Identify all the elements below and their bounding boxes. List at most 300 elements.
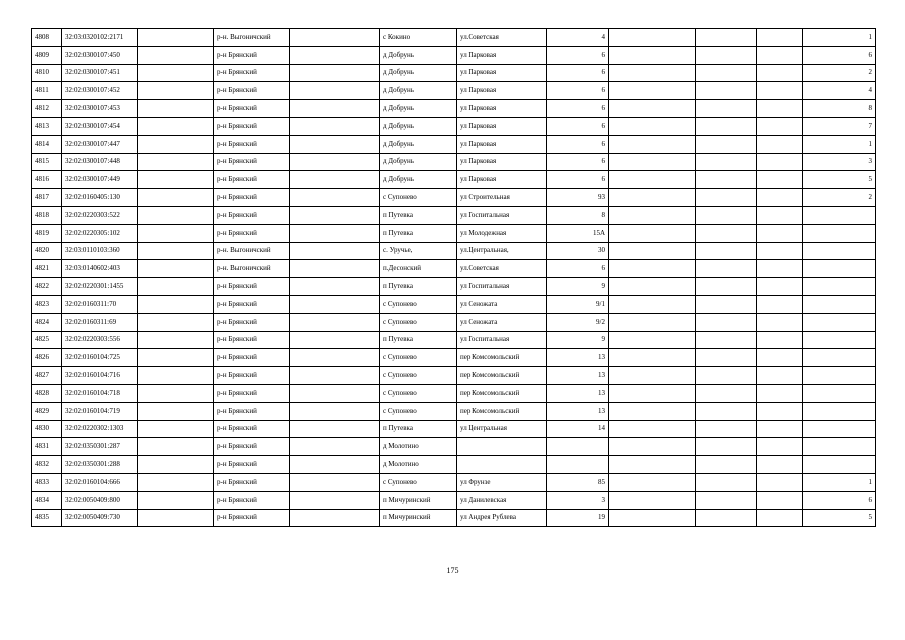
row-number-cell: 4821 (32, 260, 62, 278)
empty-cell (609, 100, 696, 118)
street-cell: ул Парковая (457, 100, 547, 118)
count-cell (803, 402, 876, 420)
empty-cell (609, 278, 696, 296)
locality-cell: с. Уручье, (380, 242, 457, 260)
empty-cell (138, 438, 214, 456)
house-number-cell: 4 (547, 29, 609, 47)
district-cell: р-н Брянский (214, 117, 290, 135)
district-cell: р-н Брянский (214, 313, 290, 331)
empty-cell (138, 242, 214, 260)
locality-cell: п.Десонский (380, 260, 457, 278)
empty-cell (757, 278, 803, 296)
house-number-cell: 6 (547, 260, 609, 278)
count-cell (803, 260, 876, 278)
empty-cell (290, 100, 380, 118)
house-number-cell: 13 (547, 367, 609, 385)
table-row (32, 206, 876, 224)
count-cell: 1 (803, 135, 876, 153)
count-cell: 5 (803, 171, 876, 189)
empty-cell (609, 456, 696, 474)
district-cell: р-н. Выгоничский (214, 242, 290, 260)
district-cell: р-н Брянский (214, 100, 290, 118)
locality-cell: п Мичуринский (380, 509, 457, 527)
empty-cell (696, 331, 757, 349)
locality-cell: д Добрунь (380, 171, 457, 189)
empty-cell (290, 260, 380, 278)
row-number-cell: 4834 (32, 491, 62, 509)
cadastral-number-cell: 32:02:0300107:447 (62, 135, 138, 153)
locality-cell: с Кокино (380, 29, 457, 47)
empty-cell (757, 224, 803, 242)
empty-cell (609, 64, 696, 82)
table-row (32, 171, 876, 189)
cadastral-number-cell: 32:02:0160104:725 (62, 349, 138, 367)
street-cell: ул Сеножата (457, 295, 547, 313)
house-number-cell: 9/1 (547, 295, 609, 313)
cadastral-number-cell: 32:02:0160104:666 (62, 473, 138, 491)
empty-cell (290, 171, 380, 189)
empty-cell (138, 100, 214, 118)
empty-cell (290, 349, 380, 367)
row-number-cell: 4814 (32, 135, 62, 153)
empty-cell (609, 313, 696, 331)
table-row (32, 438, 876, 456)
district-cell: р-н Брянский (214, 278, 290, 296)
count-cell (803, 224, 876, 242)
empty-cell (609, 224, 696, 242)
street-cell: пер Комсомольский (457, 349, 547, 367)
cadastral-number-cell: 32:02:0220302:1303 (62, 420, 138, 438)
cadastral-number-cell: 32:02:0160405:130 (62, 189, 138, 207)
locality-cell: с Супонево (380, 349, 457, 367)
empty-cell (609, 135, 696, 153)
empty-cell (609, 438, 696, 456)
count-cell (803, 384, 876, 402)
empty-cell (609, 206, 696, 224)
empty-cell (138, 278, 214, 296)
empty-cell (290, 438, 380, 456)
empty-cell (757, 438, 803, 456)
district-cell: р-н Брянский (214, 64, 290, 82)
empty-cell (696, 402, 757, 420)
empty-cell (757, 473, 803, 491)
empty-cell (696, 420, 757, 438)
empty-cell (757, 135, 803, 153)
empty-cell (757, 384, 803, 402)
street-cell: пер Комсомольский (457, 384, 547, 402)
empty-cell (138, 420, 214, 438)
empty-cell (609, 29, 696, 47)
empty-cell (290, 206, 380, 224)
district-cell: р-н Брянский (214, 82, 290, 100)
empty-cell (609, 46, 696, 64)
empty-cell (696, 135, 757, 153)
count-cell (803, 456, 876, 474)
empty-cell (290, 278, 380, 296)
empty-cell (609, 420, 696, 438)
table-row (32, 331, 876, 349)
empty-cell (138, 117, 214, 135)
cadastral-number-cell: 32:02:0300107:453 (62, 100, 138, 118)
cadastral-number-cell: 32:02:0350301:288 (62, 456, 138, 474)
count-cell (803, 331, 876, 349)
empty-cell (138, 153, 214, 171)
table-row (32, 64, 876, 82)
row-number-cell: 4812 (32, 100, 62, 118)
district-cell: р-н Брянский (214, 331, 290, 349)
row-number-cell: 4820 (32, 242, 62, 260)
empty-cell (609, 189, 696, 207)
table-row (32, 313, 876, 331)
row-number-cell: 4808 (32, 29, 62, 47)
empty-cell (290, 189, 380, 207)
house-number-cell (547, 438, 609, 456)
district-cell: р-н Брянский (214, 295, 290, 313)
house-number-cell: 6 (547, 117, 609, 135)
row-number-cell: 4822 (32, 278, 62, 296)
house-number-cell: 13 (547, 349, 609, 367)
street-cell: ул Парковая (457, 135, 547, 153)
table-row (32, 153, 876, 171)
count-cell: 3 (803, 153, 876, 171)
house-number-cell: 3 (547, 491, 609, 509)
table-row (32, 29, 876, 47)
empty-cell (696, 171, 757, 189)
empty-cell (290, 46, 380, 64)
district-cell: р-н Брянский (214, 420, 290, 438)
cadastral-number-cell: 32:02:0220303:522 (62, 206, 138, 224)
street-cell: ул Парковая (457, 153, 547, 171)
cadastral-number-cell: 32:02:0350301:287 (62, 438, 138, 456)
row-number-cell: 4833 (32, 473, 62, 491)
locality-cell: д Молотино (380, 456, 457, 474)
house-number-cell: 30 (547, 242, 609, 260)
empty-cell (138, 260, 214, 278)
cadastral-number-cell: 32:02:0300107:450 (62, 46, 138, 64)
cadastral-number-cell: 32:02:0300107:448 (62, 153, 138, 171)
row-number-cell: 4831 (32, 438, 62, 456)
count-cell: 6 (803, 46, 876, 64)
row-number-cell: 4819 (32, 224, 62, 242)
row-number-cell: 4829 (32, 402, 62, 420)
table-row (32, 242, 876, 260)
street-cell: ул.Центральная, (457, 242, 547, 260)
table-row (32, 100, 876, 118)
empty-cell (696, 438, 757, 456)
empty-cell (609, 384, 696, 402)
locality-cell: с Супонево (380, 402, 457, 420)
row-number-cell: 4826 (32, 349, 62, 367)
empty-cell (138, 189, 214, 207)
table-row (32, 224, 876, 242)
empty-cell (609, 295, 696, 313)
empty-cell (696, 82, 757, 100)
empty-cell (757, 29, 803, 47)
house-number-cell (547, 456, 609, 474)
empty-cell (609, 402, 696, 420)
empty-cell (138, 331, 214, 349)
table-row (32, 420, 876, 438)
count-cell (803, 206, 876, 224)
street-cell: ул Госпитальная (457, 278, 547, 296)
cadastral-number-cell: 32:02:0160311:70 (62, 295, 138, 313)
empty-cell (757, 456, 803, 474)
empty-cell (757, 402, 803, 420)
empty-cell (138, 456, 214, 474)
empty-cell (138, 171, 214, 189)
empty-cell (290, 135, 380, 153)
row-number-cell: 4830 (32, 420, 62, 438)
locality-cell: п Путевка (380, 278, 457, 296)
empty-cell (696, 456, 757, 474)
locality-cell: с Супонево (380, 189, 457, 207)
count-cell (803, 242, 876, 260)
empty-cell (696, 295, 757, 313)
empty-cell (696, 46, 757, 64)
street-cell: ул Строительная (457, 189, 547, 207)
table-row (32, 189, 876, 207)
empty-cell (290, 420, 380, 438)
house-number-cell: 13 (547, 402, 609, 420)
empty-cell (696, 153, 757, 171)
cadastral-number-cell: 32:02:0220301:1455 (62, 278, 138, 296)
empty-cell (757, 420, 803, 438)
cadastral-number-cell: 32:02:0160311:69 (62, 313, 138, 331)
district-cell: р-н Брянский (214, 206, 290, 224)
empty-cell (290, 82, 380, 100)
empty-cell (696, 100, 757, 118)
district-cell: р-н Брянский (214, 349, 290, 367)
table-row (32, 117, 876, 135)
district-cell: р-н Брянский (214, 367, 290, 385)
empty-cell (696, 367, 757, 385)
empty-cell (138, 349, 214, 367)
house-number-cell: 13 (547, 384, 609, 402)
locality-cell: с Супонево (380, 313, 457, 331)
house-number-cell: 19 (547, 509, 609, 527)
count-cell: 1 (803, 29, 876, 47)
count-cell: 2 (803, 189, 876, 207)
locality-cell: д Добрунь (380, 82, 457, 100)
empty-cell (757, 349, 803, 367)
empty-cell (757, 295, 803, 313)
row-number-cell: 4811 (32, 82, 62, 100)
empty-cell (757, 313, 803, 331)
house-number-cell: 6 (547, 153, 609, 171)
empty-cell (696, 384, 757, 402)
empty-cell (138, 135, 214, 153)
house-number-cell: 93 (547, 189, 609, 207)
empty-cell (609, 242, 696, 260)
empty-cell (290, 224, 380, 242)
table-row (32, 402, 876, 420)
locality-cell: с Супонево (380, 473, 457, 491)
empty-cell (290, 29, 380, 47)
empty-cell (696, 260, 757, 278)
table-row (32, 384, 876, 402)
empty-cell (290, 313, 380, 331)
empty-cell (290, 384, 380, 402)
empty-cell (290, 456, 380, 474)
empty-cell (138, 491, 214, 509)
empty-cell (290, 64, 380, 82)
empty-cell (696, 224, 757, 242)
locality-cell: д Добрунь (380, 100, 457, 118)
cadastral-number-cell: 32:02:0300107:451 (62, 64, 138, 82)
street-cell: ул Парковая (457, 117, 547, 135)
district-cell: р-н Брянский (214, 224, 290, 242)
empty-cell (757, 331, 803, 349)
empty-cell (609, 171, 696, 189)
table-row (32, 278, 876, 296)
table-row (32, 349, 876, 367)
locality-cell: с Супонево (380, 295, 457, 313)
table-row (32, 509, 876, 527)
district-cell: р-н Брянский (214, 473, 290, 491)
empty-cell (696, 117, 757, 135)
cadastral-number-cell: 32:02:0050409:800 (62, 491, 138, 509)
empty-cell (138, 473, 214, 491)
locality-cell: п Путевка (380, 420, 457, 438)
count-cell (803, 420, 876, 438)
row-number-cell: 4835 (32, 509, 62, 527)
empty-cell (138, 46, 214, 64)
empty-cell (138, 82, 214, 100)
house-number-cell: 6 (547, 64, 609, 82)
district-cell: р-н Брянский (214, 171, 290, 189)
street-cell: ул Парковая (457, 46, 547, 64)
cadastral-number-cell: 32:03:0110103:360 (62, 242, 138, 260)
empty-cell (609, 491, 696, 509)
locality-cell: д Добрунь (380, 46, 457, 64)
table-row (32, 473, 876, 491)
empty-cell (290, 402, 380, 420)
row-number-cell: 4832 (32, 456, 62, 474)
house-number-cell: 9/2 (547, 313, 609, 331)
street-cell: пер Комсомольский (457, 367, 547, 385)
house-number-cell: 9 (547, 331, 609, 349)
table-row (32, 135, 876, 153)
empty-cell (290, 491, 380, 509)
cadastral-number-cell: 32:02:0220303:556 (62, 331, 138, 349)
cadastral-number-cell: 32:02:0300107:452 (62, 82, 138, 100)
empty-cell (696, 242, 757, 260)
locality-cell: с Супонево (380, 367, 457, 385)
empty-cell (138, 224, 214, 242)
count-cell (803, 349, 876, 367)
table-row (32, 260, 876, 278)
cadastral-number-cell: 32:03:0320102:2171 (62, 29, 138, 47)
empty-cell (757, 242, 803, 260)
empty-cell (290, 117, 380, 135)
empty-cell (290, 295, 380, 313)
street-cell: ул Парковая (457, 64, 547, 82)
row-number-cell: 4827 (32, 367, 62, 385)
street-cell: ул Парковая (457, 171, 547, 189)
house-number-cell: 9 (547, 278, 609, 296)
empty-cell (757, 64, 803, 82)
count-cell: 8 (803, 100, 876, 118)
table-row (32, 456, 876, 474)
house-number-cell: 6 (547, 135, 609, 153)
district-cell: р-н Брянский (214, 402, 290, 420)
count-cell (803, 278, 876, 296)
cadastral-number-cell: 32:02:0300107:449 (62, 171, 138, 189)
row-number-cell: 4815 (32, 153, 62, 171)
locality-cell: д Молотино (380, 438, 457, 456)
empty-cell (757, 100, 803, 118)
empty-cell (696, 349, 757, 367)
row-number-cell: 4816 (32, 171, 62, 189)
district-cell: р-н Брянский (214, 153, 290, 171)
district-cell: р-н Брянский (214, 135, 290, 153)
district-cell: р-н. Выгоничский (214, 260, 290, 278)
house-number-cell: 15А (547, 224, 609, 242)
cadastral-number-cell: 32:02:0220305:102 (62, 224, 138, 242)
locality-cell: п Путевка (380, 206, 457, 224)
row-number-cell: 4809 (32, 46, 62, 64)
empty-cell (696, 29, 757, 47)
empty-cell (696, 278, 757, 296)
registry-table (31, 28, 876, 527)
empty-cell (138, 64, 214, 82)
locality-cell: д Добрунь (380, 135, 457, 153)
district-cell: р-н Брянский (214, 438, 290, 456)
empty-cell (757, 260, 803, 278)
table-row (32, 491, 876, 509)
empty-cell (609, 473, 696, 491)
locality-cell: п Путевка (380, 331, 457, 349)
page-number: 175 (446, 566, 459, 575)
empty-cell (138, 509, 214, 527)
empty-cell (290, 242, 380, 260)
locality-cell: с Супонево (380, 384, 457, 402)
empty-cell (290, 367, 380, 385)
empty-cell (696, 509, 757, 527)
street-cell (457, 456, 547, 474)
row-number-cell: 4817 (32, 189, 62, 207)
cadastral-number-cell: 32:02:0160104:718 (62, 384, 138, 402)
count-cell: 2 (803, 64, 876, 82)
empty-cell (138, 206, 214, 224)
locality-cell: п Путевка (380, 224, 457, 242)
cadastral-number-cell: 32:02:0050409:730 (62, 509, 138, 527)
empty-cell (757, 206, 803, 224)
street-cell (457, 438, 547, 456)
empty-cell (609, 367, 696, 385)
count-cell (803, 367, 876, 385)
empty-cell (757, 46, 803, 64)
empty-cell (138, 384, 214, 402)
street-cell: пер Комсомольский (457, 402, 547, 420)
street-cell: ул Данилевская (457, 491, 547, 509)
empty-cell (696, 491, 757, 509)
empty-cell (757, 509, 803, 527)
district-cell: р-н Брянский (214, 189, 290, 207)
count-cell: 1 (803, 473, 876, 491)
empty-cell (757, 153, 803, 171)
empty-cell (757, 189, 803, 207)
empty-cell (290, 509, 380, 527)
row-number-cell: 4813 (32, 117, 62, 135)
empty-cell (138, 295, 214, 313)
empty-cell (609, 117, 696, 135)
street-cell: ул.Советская (457, 260, 547, 278)
empty-cell (609, 82, 696, 100)
street-cell: ул.Советская (457, 29, 547, 47)
empty-cell (609, 153, 696, 171)
count-cell: 6 (803, 491, 876, 509)
